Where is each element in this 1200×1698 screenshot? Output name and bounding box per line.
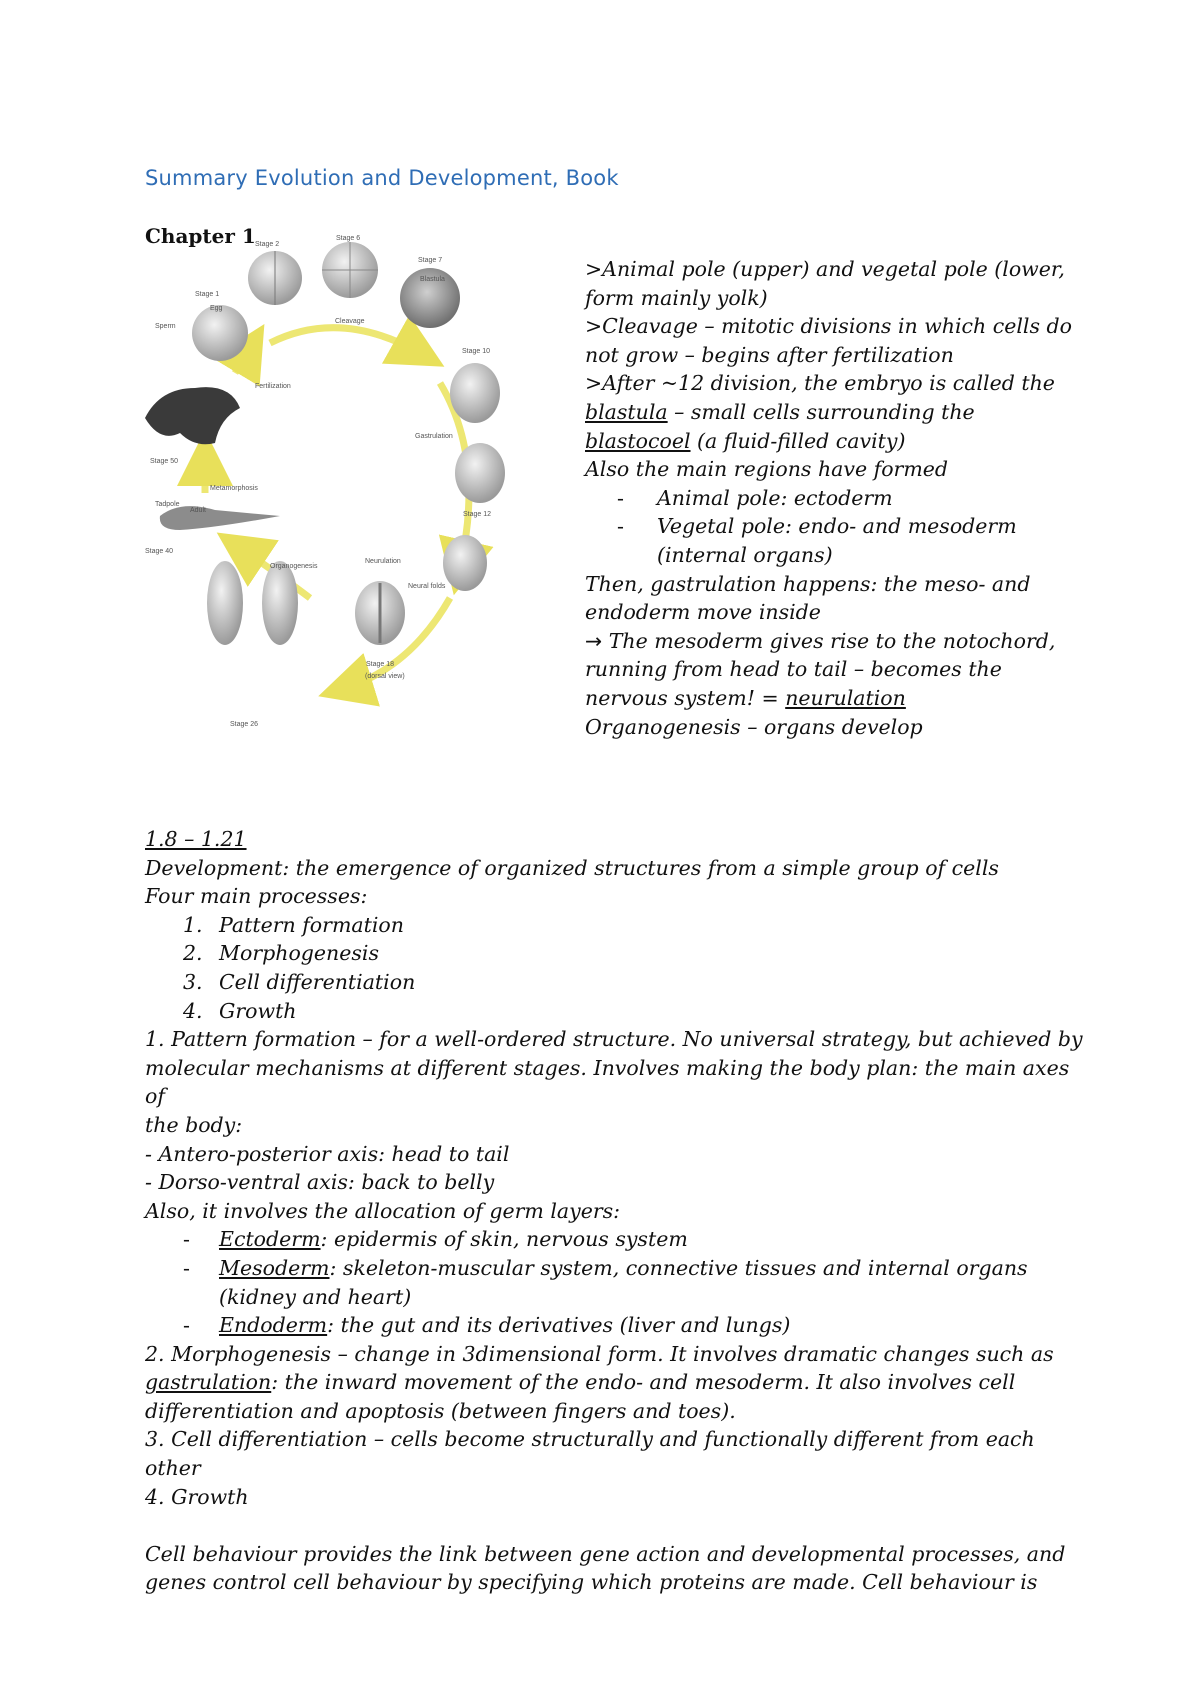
chapter1-notes	[585, 255, 1075, 741]
label-gastrulation: Gastrulation	[415, 433, 453, 440]
adult-frog	[145, 387, 240, 444]
tailbud-dorsal	[262, 561, 298, 645]
body-line: 1. Pattern formation – for a well-ordered structure. No universal strategy, but achieved by	[145, 1027, 1083, 1052]
label-stage40: Stage 40	[145, 548, 174, 555]
section-1-8-1-21	[145, 825, 1085, 1597]
body-line: molecular mechanisms at different stages. Involves making the body plan: the main axes of	[145, 1055, 1070, 1109]
body-line: 3. Cell differentiation – cells become structurally and functionally different from each other	[145, 1427, 1035, 1481]
neurula-side	[443, 535, 487, 591]
body-line: the body:	[145, 1112, 243, 1137]
label-organogenesis: Organogenesis	[270, 563, 318, 570]
item-number: 2.	[183, 941, 203, 966]
note-text: (a fluid-filled cavity)	[690, 428, 906, 453]
cleavage-arrow	[270, 328, 420, 353]
label-stage18: Stage 18	[366, 661, 395, 668]
label-neural-folds: Neural folds	[408, 583, 446, 590]
list-item: - Animal pole: ectoderm	[585, 484, 1075, 513]
embryo-stage10	[450, 363, 500, 423]
label-stage10: Stage 10	[462, 348, 491, 355]
body-line: - Dorso-ventral axis: back to belly	[145, 1170, 495, 1195]
term-blastula: blastula	[585, 399, 668, 424]
list-item-text: Vegetal pole: endo- and mesoderm	[657, 514, 1017, 539]
item-text: (kidney and heart)	[219, 1284, 412, 1309]
body-line: Four main processes:	[145, 884, 368, 909]
chapter-heading: Chapter 1	[145, 224, 256, 248]
term-endoderm: Endoderm	[219, 1313, 328, 1338]
term-ectoderm: Ectoderm	[219, 1227, 321, 1252]
body-text: : the inward movement of the endo- and mesoderm. It also involves cell	[271, 1370, 1016, 1395]
list-item: - Vegetal pole: endo- and mesoderm	[585, 512, 1075, 541]
note-line	[585, 427, 1075, 456]
label-stage6: Stage 6	[336, 235, 361, 242]
body-line	[145, 1368, 1085, 1397]
label-tadpole: Tadpole	[155, 501, 180, 508]
body-line: 2. Morphogenesis – change in 3dimensional form. It involves dramatic changes such as	[145, 1341, 1054, 1366]
label-fertilization: Fertilization	[255, 383, 291, 390]
label-blastula: Blastula	[420, 276, 445, 283]
note-line: endoderm move inside	[585, 600, 821, 625]
note-text: The mesoderm gives rise to the notochord,	[602, 628, 1056, 653]
process-item	[145, 911, 1085, 940]
item-text: : skeleton-muscular system, connective tissues and internal organs	[329, 1255, 1028, 1280]
note-line	[585, 627, 1075, 656]
germ-layer-item: - Endoderm: the gut and its derivatives (liver and lungs)	[183, 1313, 791, 1338]
label-egg: Egg	[210, 305, 223, 312]
note-line: Then, gastrulation happens: the meso- and	[585, 571, 1031, 596]
item-text: Pattern formation	[219, 912, 404, 937]
process-item	[145, 968, 1085, 997]
item-text: Cell differentiation	[219, 969, 416, 994]
note-line: not grow – begins after fertilization	[585, 342, 954, 367]
term-mesoderm: Mesoderm	[219, 1255, 330, 1280]
list-item-text: (internal organs)	[657, 542, 833, 567]
embryo-stage12	[455, 443, 505, 503]
label-stage26: Stage 26	[230, 721, 259, 728]
body-line: Also, it involves the allocation of germ layers:	[145, 1198, 621, 1223]
label-stage12: Stage 12	[463, 511, 492, 518]
label-neurulation: Neurulation	[365, 558, 401, 565]
item-text: : epidermis of skin, nervous system	[320, 1227, 688, 1252]
item-number: 3.	[183, 969, 203, 994]
label-adult: Adult	[190, 507, 206, 514]
tadpole-stage40	[160, 506, 280, 530]
item-number: 1.	[183, 912, 203, 937]
item-text: : the gut and its derivatives (liver and lungs)	[327, 1313, 791, 1338]
item-text: Growth	[219, 998, 297, 1023]
body-line: differentiation and apoptosis (between fingers and toes).	[145, 1398, 736, 1423]
tailbud-ventral	[207, 561, 243, 645]
note-line: >Animal pole (upper) and vegetal pole (lower,	[585, 257, 1065, 281]
label-stage7: Stage 7	[418, 257, 443, 264]
note-line: Organogenesis – organs develop	[585, 714, 923, 739]
germ-layer-item: - Ectoderm: epidermis of skin, nervous system	[183, 1227, 688, 1252]
note-line: form mainly yolk)	[585, 285, 768, 310]
label-stage2: Stage 2	[255, 241, 280, 248]
term-blastocoel: blastocoel	[585, 428, 691, 453]
body-line: Cell behaviour provides the link between gene action and developmental processes, and	[145, 1541, 1066, 1566]
label-sperm: Sperm	[155, 323, 176, 330]
process-item	[145, 997, 1085, 1026]
note-text: nervous system! =	[585, 685, 786, 710]
list-item-text: Animal pole: ectoderm	[657, 485, 893, 510]
germ-layer-item: - Mesoderm: skeleton-muscular system, connective tissues and internal organs	[183, 1255, 1028, 1280]
label-dorsal-view: (dorsal view)	[365, 673, 405, 680]
body-line: genes control cell behaviour by specifying which proteins are made. Cell behaviour is	[145, 1570, 1038, 1595]
label-metamorphosis: Metamorphosis	[210, 485, 258, 492]
germ-layer-item-continued	[145, 1283, 1085, 1312]
process-item	[145, 939, 1085, 968]
term-neurulation: neurulation	[785, 685, 906, 710]
note-line: Also the main regions have formed	[585, 457, 949, 482]
label-stage1: Stage 1	[195, 291, 220, 298]
term-gastrulation: gastrulation	[145, 1370, 272, 1395]
list-item-continued	[585, 541, 1075, 570]
note-line: >Cleavage – mitotic divisions in which cells do	[585, 314, 1072, 339]
egg-stage1	[192, 305, 248, 361]
body-line: 4. Growth	[145, 1484, 249, 1509]
label-stage50: Stage 50	[150, 458, 179, 465]
item-number: 4.	[183, 998, 203, 1023]
section-heading: 1.8 – 1.21	[145, 827, 247, 851]
document-title: Summary Evolution and Development, Book	[145, 166, 619, 190]
note-text: – small cells surrounding the	[667, 399, 975, 424]
note-line: >After ~12 division, the embryo is called the	[585, 371, 1055, 396]
body-line: - Antero-posterior axis: head to tail	[145, 1141, 510, 1166]
note-line	[585, 684, 1075, 713]
body-line: Development: the emergence of organized structures from a simple group of cells	[145, 855, 999, 880]
note-line	[585, 398, 1075, 427]
label-cleavage: Cleavage	[335, 318, 365, 325]
arrow-icon: →	[585, 628, 603, 653]
note-line: running from head to tail – becomes the	[585, 657, 1002, 682]
item-text: Morphogenesis	[219, 941, 379, 966]
